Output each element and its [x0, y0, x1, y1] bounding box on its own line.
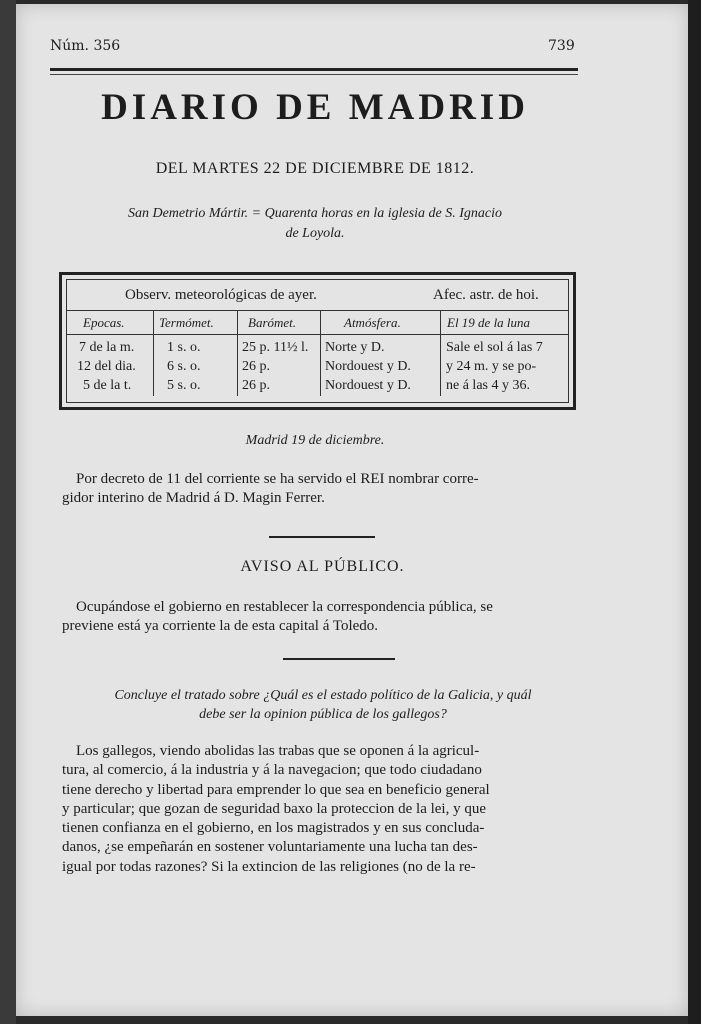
treatise-title-line-2: debe ser la opinion pública de los gallegos?	[199, 707, 447, 722]
row2-epoca: 12 del dia.	[77, 359, 136, 374]
row3-termo: 5 s. o.	[167, 378, 201, 393]
col-barometro: Barómet.	[248, 315, 297, 330]
row1-epoca: 7 de la m.	[79, 340, 135, 355]
table-vline-4	[440, 310, 441, 396]
table-rule-2	[67, 334, 568, 335]
treatise-line: igual por todas razones? Si la extincion de las religiones (no de la re-	[62, 858, 476, 875]
row1-termo: 1 s. o.	[167, 340, 201, 355]
row2-atmos: Nordouest y D.	[325, 359, 411, 374]
treatise-line: tienen confianza en el gobierno, en los magistrados y en sus concluda-	[62, 820, 485, 837]
treatise-title-line-1: Concluye el tratado sobre ¿Quál es el estado político de la Galicia, y quál	[114, 688, 532, 703]
masthead-title: DIARIO DE MADRID	[101, 87, 529, 128]
row1-baro: 25 p. 11½ l.	[242, 340, 309, 355]
table-header-left: Observ. meteorológicas de ayer.	[125, 287, 317, 303]
weather-table-inner	[66, 279, 569, 403]
row3-astro: ne á las 4 y 36.	[446, 378, 530, 393]
issue-number: Núm. 356	[50, 38, 121, 54]
row2-astro: y 24 m. y se po-	[446, 359, 537, 374]
scan-left-edge	[0, 0, 16, 1024]
col-astro: El 19 de la luna	[447, 315, 531, 330]
news-dateline: Madrid 19 de diciembre.	[245, 433, 385, 448]
decree-paragraph	[62, 470, 584, 508]
saint-line-1: San Demetrio Mártir. = Quarenta horas en la iglesia de S. Ignacio	[127, 206, 503, 221]
table-vline-3	[320, 310, 321, 396]
aviso-paragraph	[62, 598, 584, 636]
issue-date: DEL MARTES 22 DE DICIEMBRE DE 1812.	[155, 160, 475, 177]
col-epocas: Epocas.	[83, 315, 125, 330]
treatise-line: tura, al comercio, á la industria y á la navegacion; que todo ciudadano	[62, 762, 482, 779]
aviso-heading: AVISO AL PÚBLICO.	[240, 558, 405, 575]
section-separator-1	[269, 536, 375, 538]
col-termometro: Termómet.	[159, 315, 214, 330]
table-vline-1	[153, 310, 154, 396]
row2-termo: 6 s. o.	[167, 359, 201, 374]
section-separator-2	[283, 658, 395, 660]
saint-of-day	[60, 204, 570, 244]
row1-astro: Sale el sol á las 7	[446, 340, 543, 355]
treatise-line: danos, ¿se empeñarán en sostener voluntariamente una lucha tan des-	[62, 839, 478, 856]
header-rule	[50, 68, 578, 71]
row3-atmos: Nordouest y D.	[325, 378, 411, 393]
row3-baro: 26 p.	[242, 378, 270, 393]
decree-line-2: gidor interino de Madrid á D. Magin Ferrer.	[62, 490, 325, 506]
row2-baro: 26 p.	[242, 359, 270, 374]
table-header-right: Afec. astr. de hoi.	[433, 287, 539, 303]
treatise-line: y particular; que gozan de seguridad baxo la proteccion de la lei, y que	[62, 800, 486, 817]
row1-atmos: Norte y D.	[325, 340, 385, 355]
table-vline-2	[237, 310, 238, 396]
treatise-title	[62, 686, 584, 724]
aviso-line-1: Ocupándose el gobierno en restablecer la correspondencia pública, se	[76, 599, 493, 615]
header-rule-thin	[50, 74, 578, 75]
page-number: 739	[548, 38, 575, 54]
treatise-line: Los gallegos, viendo abolidas las trabas que se oponen á la agricul-	[76, 743, 480, 759]
saint-line-2: de Loyola.	[285, 226, 345, 241]
row3-epoca: 5 de la t.	[83, 378, 132, 393]
aviso-line-2: previene está ya corriente la de esta capital á Toledo.	[62, 618, 379, 634]
weather-table	[59, 272, 576, 410]
scan-right-edge	[688, 0, 701, 1024]
treatise-line: tiene derecho y libertad para emprender lo que sea en beneficio general	[62, 781, 490, 798]
col-atmosfera: Atmósfera.	[344, 315, 401, 330]
decree-line-1: Por decreto de 11 del corriente se ha servido el REI nombrar corre-	[76, 471, 479, 487]
treatise-body	[62, 742, 584, 877]
table-rule-1	[67, 310, 568, 311]
